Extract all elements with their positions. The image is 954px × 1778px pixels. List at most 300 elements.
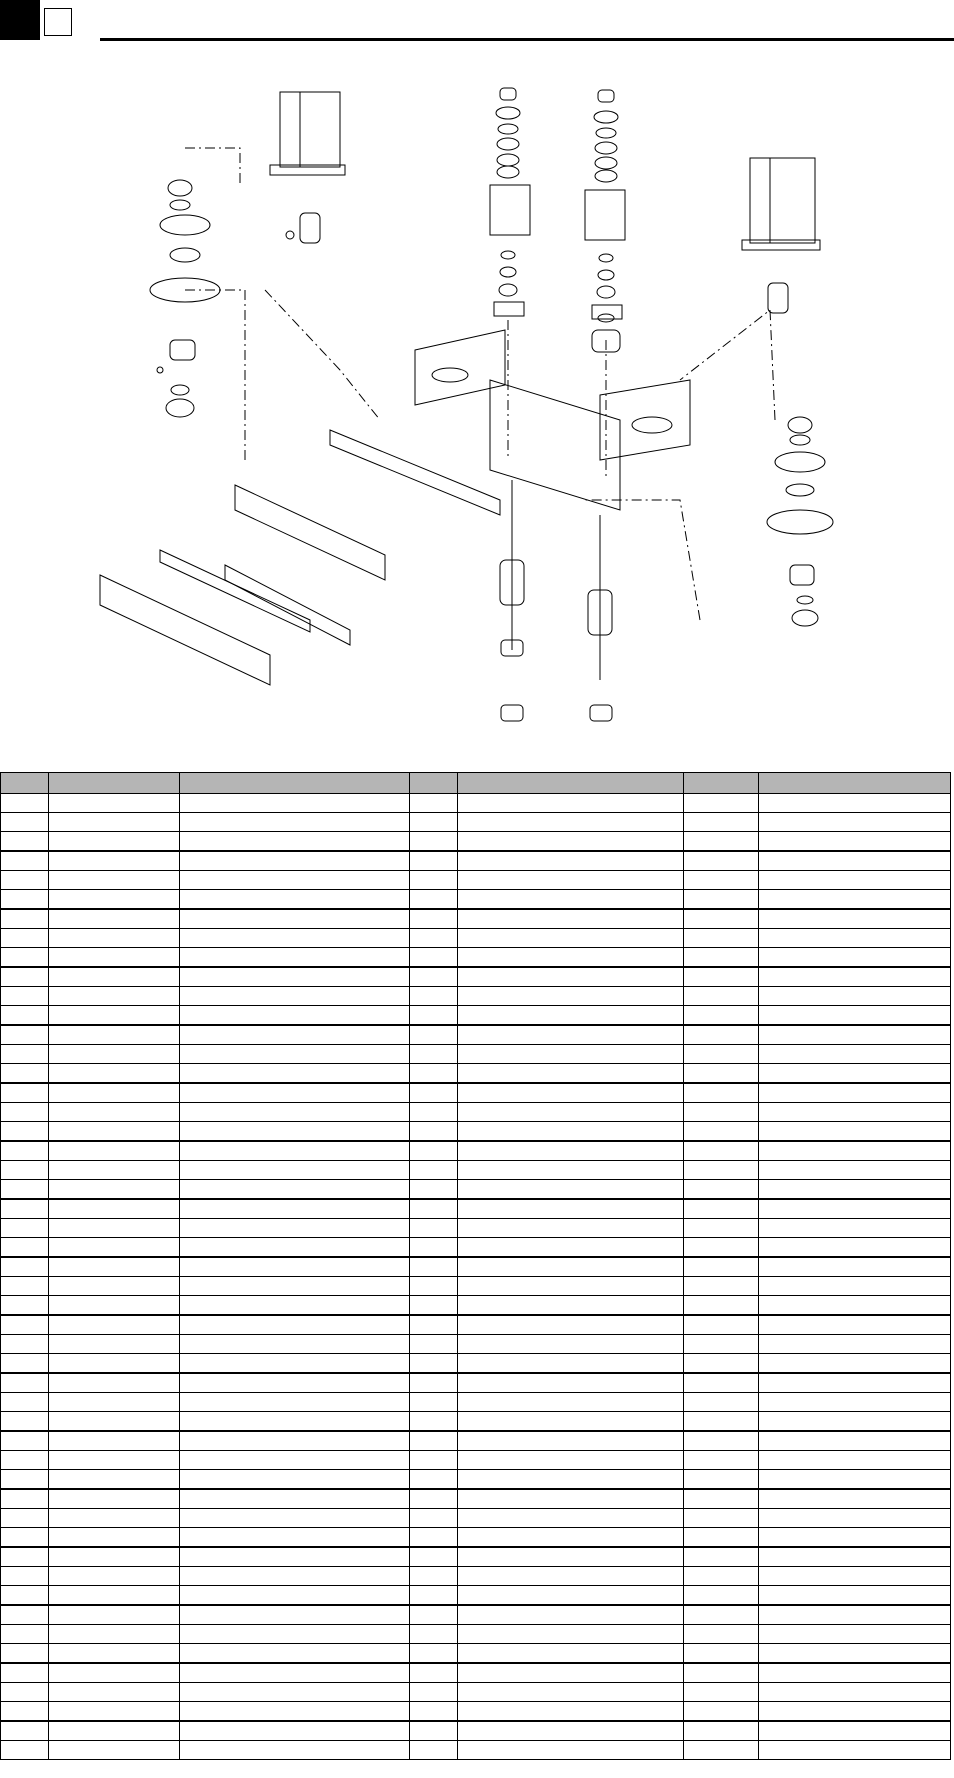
table-cell (410, 1741, 458, 1760)
table-row (1, 832, 951, 852)
table-cell (410, 1219, 458, 1238)
table-cell (458, 948, 684, 968)
table-cell (1, 813, 49, 832)
table-cell (684, 987, 759, 1006)
table-cell (180, 1625, 410, 1644)
table-cell (458, 1219, 684, 1238)
table-cell (458, 794, 684, 813)
table-cell (410, 909, 458, 929)
table-cell (684, 832, 759, 852)
table-cell (410, 1064, 458, 1084)
table-cell (410, 1335, 458, 1354)
table-cell (684, 1006, 759, 1026)
table-cell (180, 1605, 410, 1625)
table-cell (684, 1412, 759, 1432)
header-cell (684, 773, 759, 794)
table-row (1, 1702, 951, 1722)
section-number-box (44, 8, 72, 36)
table-cell (759, 1528, 951, 1548)
table-cell (410, 1141, 458, 1161)
table-cell (759, 890, 951, 910)
table-cell (49, 1064, 180, 1084)
table-cell (759, 1064, 951, 1084)
table-cell (759, 1721, 951, 1741)
table-row (1, 1238, 951, 1258)
table-cell (684, 1238, 759, 1258)
table-cell (49, 1470, 180, 1490)
table-cell (180, 967, 410, 987)
table-cell (410, 1702, 458, 1722)
table-cell (1, 1721, 49, 1741)
table-cell (1, 1257, 49, 1277)
table-cell (410, 1470, 458, 1490)
table-cell (458, 1315, 684, 1335)
table-row (1, 1064, 951, 1084)
table-cell (458, 832, 684, 852)
table-cell (1, 1509, 49, 1528)
table-row (1, 813, 951, 832)
table-cell (1, 1219, 49, 1238)
table-cell (684, 1083, 759, 1103)
table-row (1, 1122, 951, 1142)
table-cell (1, 1644, 49, 1664)
table-row (1, 1045, 951, 1064)
table-cell (759, 1045, 951, 1064)
table-cell (49, 813, 180, 832)
table-cell (1, 1199, 49, 1219)
table-cell (180, 1335, 410, 1354)
table-row (1, 929, 951, 948)
table-cell (1, 1431, 49, 1451)
exploded-parts-diagram (0, 60, 954, 760)
table-cell (180, 1586, 410, 1606)
table-cell (49, 1103, 180, 1122)
table-cell (410, 1257, 458, 1277)
table-cell (458, 1509, 684, 1528)
table-cell (180, 1122, 410, 1142)
table-cell (180, 1451, 410, 1470)
table-cell (458, 1199, 684, 1219)
table-cell (410, 1605, 458, 1625)
table-cell (458, 1238, 684, 1258)
table-cell (180, 1161, 410, 1180)
table-cell (180, 1412, 410, 1432)
table-cell (759, 1547, 951, 1567)
table-cell (759, 909, 951, 929)
table-cell (410, 1006, 458, 1026)
table-cell (49, 1663, 180, 1683)
table-cell (759, 1006, 951, 1026)
table-cell (180, 1373, 410, 1393)
table-cell (458, 1489, 684, 1509)
table-cell (49, 1083, 180, 1103)
table-cell (410, 1567, 458, 1586)
table-cell (684, 1296, 759, 1316)
table-cell (458, 1257, 684, 1277)
table-cell (49, 1586, 180, 1606)
table-cell (49, 1161, 180, 1180)
table-cell (180, 1180, 410, 1200)
table-cell (410, 1199, 458, 1219)
table-cell (410, 1103, 458, 1122)
table-cell (684, 1335, 759, 1354)
table-cell (458, 871, 684, 890)
table-row (1, 1431, 951, 1451)
table-row (1, 1025, 951, 1045)
table-cell (410, 948, 458, 968)
table-cell (1, 851, 49, 871)
table-cell (49, 1547, 180, 1567)
table-cell (1, 987, 49, 1006)
table-cell (410, 890, 458, 910)
table-row (1, 1509, 951, 1528)
table-cell (49, 1431, 180, 1451)
table-cell (410, 1083, 458, 1103)
table-cell (759, 1083, 951, 1103)
table-cell (49, 1045, 180, 1064)
table-cell (49, 1567, 180, 1586)
table-cell (410, 1451, 458, 1470)
table-row (1, 1586, 951, 1606)
table-cell (759, 948, 951, 968)
table-cell (180, 1567, 410, 1586)
table-row (1, 1006, 951, 1026)
header-cell (759, 773, 951, 794)
table-cell (49, 1625, 180, 1644)
table-cell (49, 1238, 180, 1258)
table-cell (180, 1354, 410, 1374)
table-row (1, 909, 951, 929)
table-cell (410, 1025, 458, 1045)
table-cell (458, 1431, 684, 1451)
table-cell (1, 1489, 49, 1509)
table-row (1, 1451, 951, 1470)
table-cell (684, 1180, 759, 1200)
table-cell (759, 1412, 951, 1432)
table-cell (684, 1393, 759, 1412)
table-cell (1, 1605, 49, 1625)
table-cell (458, 1296, 684, 1316)
table-cell (180, 929, 410, 948)
table-cell (684, 1509, 759, 1528)
table-cell (410, 1644, 458, 1664)
table-cell (759, 1180, 951, 1200)
table-row (1, 1141, 951, 1161)
table-cell (410, 1354, 458, 1374)
table-cell (684, 1625, 759, 1644)
table-cell (1, 948, 49, 968)
table-cell (49, 1741, 180, 1760)
table-cell (1, 1006, 49, 1026)
table-cell (410, 967, 458, 987)
table-row (1, 1083, 951, 1103)
table-cell (684, 1470, 759, 1490)
table-cell (684, 1025, 759, 1045)
table-cell (759, 794, 951, 813)
table-cell (759, 1509, 951, 1528)
table-cell (684, 1161, 759, 1180)
table-row (1, 1412, 951, 1432)
table-cell (1, 1663, 49, 1683)
table-cell (458, 1373, 684, 1393)
table-cell (1, 967, 49, 987)
table-cell (410, 1489, 458, 1509)
table-cell (458, 813, 684, 832)
table-row (1, 1373, 951, 1393)
guide-lines (185, 148, 775, 620)
table-cell (684, 1528, 759, 1548)
table-row (1, 1683, 951, 1702)
table-cell (458, 1586, 684, 1606)
table-cell (49, 832, 180, 852)
table-cell (684, 1219, 759, 1238)
table-cell (759, 1741, 951, 1760)
table-cell (410, 832, 458, 852)
table-cell (759, 929, 951, 948)
table-row (1, 851, 951, 871)
table-cell (180, 871, 410, 890)
table-cell (410, 851, 458, 871)
table-cell (410, 1373, 458, 1393)
table-cell (180, 1045, 410, 1064)
table-cell (49, 1025, 180, 1045)
table-cell (1, 1702, 49, 1722)
table-cell (180, 1431, 410, 1451)
table-cell (1, 1373, 49, 1393)
table-cell (1, 1064, 49, 1084)
table-cell (759, 1373, 951, 1393)
table-cell (1, 1335, 49, 1354)
table-cell (410, 1045, 458, 1064)
table-cell (180, 1644, 410, 1664)
table-cell (49, 1393, 180, 1412)
table-row (1, 871, 951, 890)
table-cell (410, 1509, 458, 1528)
table-cell (458, 987, 684, 1006)
table-cell (180, 1702, 410, 1722)
right-pulley-stack (767, 417, 833, 626)
table-row (1, 948, 951, 968)
table-cell (1, 890, 49, 910)
table-cell (458, 851, 684, 871)
table-cell (1, 1625, 49, 1644)
table-cell (759, 1257, 951, 1277)
table-cell (410, 1547, 458, 1567)
table-row (1, 1199, 951, 1219)
table-cell (759, 1605, 951, 1625)
table-cell (180, 1547, 410, 1567)
table-cell (684, 1451, 759, 1470)
table-cell (410, 987, 458, 1006)
table-cell (180, 1509, 410, 1528)
table-cell (759, 1219, 951, 1238)
table-cell (684, 1431, 759, 1451)
table-cell (759, 1315, 951, 1335)
table-cell (759, 1025, 951, 1045)
table-cell (49, 948, 180, 968)
table-cell (49, 1219, 180, 1238)
table-cell (49, 890, 180, 910)
table-cell (410, 1315, 458, 1335)
table-cell (1, 1741, 49, 1760)
table-cell (458, 1045, 684, 1064)
table-row (1, 1547, 951, 1567)
table-cell (759, 1625, 951, 1644)
table-cell (458, 1064, 684, 1084)
table-body (1, 794, 951, 1760)
table-cell (458, 1122, 684, 1142)
table-cell (759, 1470, 951, 1490)
table-cell (759, 987, 951, 1006)
table-cell (458, 890, 684, 910)
table-cell (180, 1489, 410, 1509)
table-cell (759, 871, 951, 890)
table-row (1, 1721, 951, 1741)
table-cell (759, 1199, 951, 1219)
header-cell (180, 773, 410, 794)
table-row (1, 1161, 951, 1180)
table-cell (458, 1683, 684, 1702)
table-cell (180, 1083, 410, 1103)
table-cell (759, 851, 951, 871)
table-cell (458, 967, 684, 987)
table-cell (684, 1103, 759, 1122)
table-cell (759, 1702, 951, 1722)
table-cell (49, 929, 180, 948)
table-cell (410, 1161, 458, 1180)
table-cell (759, 1238, 951, 1258)
left-pulley-stack (150, 180, 220, 417)
table-cell (759, 1354, 951, 1374)
table-row (1, 890, 951, 910)
table-cell (180, 1199, 410, 1219)
table-cell (49, 1721, 180, 1741)
table-cell (1, 1354, 49, 1374)
table-cell (1, 1528, 49, 1548)
table-cell (1, 909, 49, 929)
table-cell (458, 1528, 684, 1548)
table-cell (684, 1315, 759, 1335)
table-row (1, 1567, 951, 1586)
table-cell (458, 1393, 684, 1412)
table-cell (180, 1219, 410, 1238)
table-cell (180, 1006, 410, 1026)
table-cell (180, 1663, 410, 1683)
table-cell (49, 909, 180, 929)
table-cell (684, 967, 759, 987)
table-cell (684, 1141, 759, 1161)
table-cell (410, 1296, 458, 1316)
table-row (1, 794, 951, 813)
table-cell (49, 1605, 180, 1625)
table-cell (458, 1663, 684, 1683)
table-cell (759, 1431, 951, 1451)
table-cell (49, 1296, 180, 1316)
table-cell (1, 1393, 49, 1412)
table-cell (49, 1509, 180, 1528)
table-cell (759, 1296, 951, 1316)
table-cell (458, 1161, 684, 1180)
table-cell (49, 987, 180, 1006)
table-cell (1, 1025, 49, 1045)
table-cell (410, 1122, 458, 1142)
table-cell (180, 1393, 410, 1412)
table-cell (1, 1141, 49, 1161)
table-cell (458, 909, 684, 929)
table-header-row (1, 773, 951, 794)
table-cell (410, 1238, 458, 1258)
table-cell (1, 832, 49, 852)
table-cell (458, 1644, 684, 1664)
table-row (1, 967, 951, 987)
table-cell (1, 1238, 49, 1258)
table-cell (49, 1354, 180, 1374)
table-cell (684, 1277, 759, 1296)
table-cell (684, 1064, 759, 1084)
table-cell (180, 1064, 410, 1084)
table-cell (458, 1547, 684, 1567)
table-row (1, 987, 951, 1006)
table-cell (759, 1683, 951, 1702)
table-cell (458, 1141, 684, 1161)
parts-list-table-wrap (0, 772, 950, 1760)
table-row (1, 1644, 951, 1664)
table-row (1, 1393, 951, 1412)
table-cell (684, 909, 759, 929)
table-cell (49, 1277, 180, 1296)
table-row (1, 1663, 951, 1683)
table-cell (684, 1567, 759, 1586)
table-cell (759, 1277, 951, 1296)
table-row (1, 1277, 951, 1296)
table-cell (759, 1335, 951, 1354)
table-cell (1, 1277, 49, 1296)
table-cell (180, 851, 410, 871)
table-cell (410, 1721, 458, 1741)
table-cell (49, 1644, 180, 1664)
table-cell (1, 1567, 49, 1586)
table-cell (49, 1683, 180, 1702)
table-cell (1, 1296, 49, 1316)
table-row (1, 1315, 951, 1335)
table-cell (1, 1451, 49, 1470)
table-row (1, 1219, 951, 1238)
table-cell (458, 1277, 684, 1296)
table-row (1, 1741, 951, 1760)
table-cell (759, 1663, 951, 1683)
table-cell (49, 1122, 180, 1142)
table-cell (180, 1721, 410, 1741)
table-cell (1, 1315, 49, 1335)
table-cell (458, 1702, 684, 1722)
table-row (1, 1605, 951, 1625)
table-cell (180, 1025, 410, 1045)
table-cell (458, 1470, 684, 1490)
table-cell (410, 1528, 458, 1548)
table-cell (684, 1199, 759, 1219)
table-cell (180, 1741, 410, 1760)
table-cell (458, 1025, 684, 1045)
table-cell (684, 1741, 759, 1760)
table-cell (180, 1470, 410, 1490)
table-row (1, 1528, 951, 1548)
table-cell (49, 1257, 180, 1277)
table-cell (49, 1702, 180, 1722)
table-cell (759, 1567, 951, 1586)
table-cell (684, 1605, 759, 1625)
table-cell (49, 1315, 180, 1335)
table-cell (1, 1103, 49, 1122)
